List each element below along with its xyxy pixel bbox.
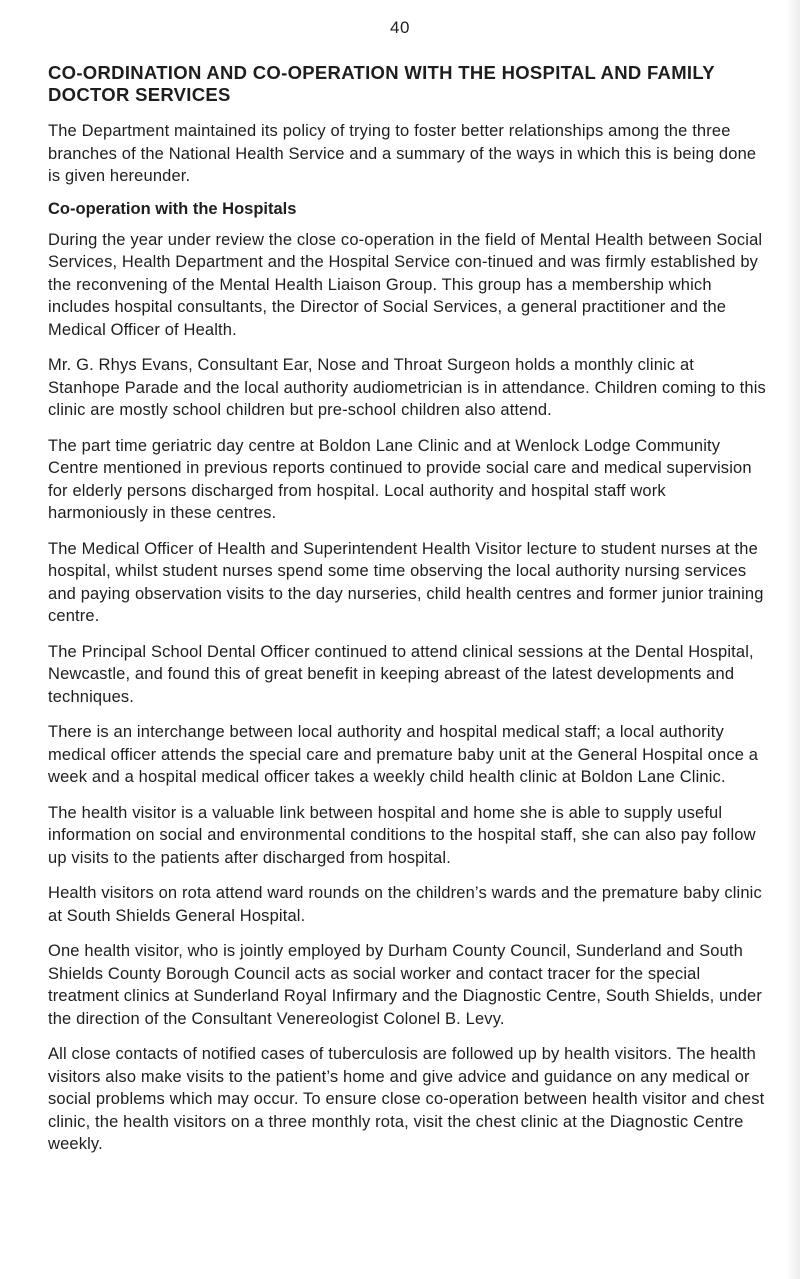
paragraph: The part time geriatric day centre at Boldon Lane Clinic and at Wenlock Lodge Community Centre mentioned in previous reports continued to provide social care and medical supervision for elderly persons discharged from hospital. Local authority and hospital staff work harmoniously in these centres. [48, 436, 752, 522]
page-edge-shadow [786, 0, 800, 1279]
paragraph: During the year under review the close co-operation in the field of Mental Health between Social Services, Health Department and the Hospital Service con-tinued and was firmly established by the reconvening of the Mental Health Liaison Group. This group has a membership which includes hospital consultants, the Director of Social Services, a general practitioner and the Medical Officer of Health. [48, 230, 763, 339]
paragraph: Health visitors on rota attend ward rounds on the children’s wards and the premature baby clinic at South Shields General Hospital. [48, 884, 762, 925]
paragraph: All close contacts of notified cases of tuberculosis are followed up by health visitors. The health visitors also make visits to the patient’s home and give advice and guidance on any medical or social problems which may occur. To ensure close co-operation between health visitor and chest clinic, the health visitors on a three monthly rota, visit the chest clinic at the Diagnostic Centre weekly. [48, 1045, 765, 1153]
paragraph: The Principal School Dental Officer continued to attend clinical sessions at the Dental Hospital, Newcastle, and found this of great benefit in keeping abreast of the latest developments and techniques. [48, 642, 754, 706]
paragraph: The Medical Officer of Health and Superintendent Health Visitor lecture to student nurses at the hospital, whilst student nurses spend some time observing the local authority nursing services and paying observation visits to the day nurseries, child health centres and former junior training centre. [48, 539, 764, 625]
document-body [48, 62, 768, 1169]
intro-paragraph: The Department maintained its policy of trying to foster better relationships among the three branches of the National Health Service and a summary of the ways in which this is being done is given hereunder. [48, 122, 757, 185]
paragraph: Mr. G. Rhys Evans, Consultant Ear, Nose and Throat Surgeon holds a monthly clinic at Stanhope Parade and the local authority audiometrician is in attendance. Children coming to this clinic are mostly school children but pre-school children also attend. [48, 356, 766, 419]
page-number: 40 [390, 18, 410, 37]
page-title: CO-ORDINATION AND CO-OPERATION WITH THE HOSPITAL AND FAMILY DOCTOR SERVICES [48, 62, 715, 105]
paragraph: The health visitor is a valuable link between hospital and home she is able to supply useful information on social and environmental conditions to the hospital staff, she can also pay follow up visits to the patients after discharged from hospital. [48, 803, 756, 867]
paragraph: One health visitor, who is jointly employed by Durham County Council, Sunderland and South Shields County Borough Council acts as social worker and contact tracer for the special treatment clinics at Sunderland Royal Infirmary and the Diagnostic Centre, South Shields, under the direction of the Consultant Venereologist Colonel B. Levy. [48, 942, 763, 1028]
paragraph: There is an interchange between local authority and hospital medical staff; a local authority medical officer attends the special care and premature baby unit at the General Hospital once a week and a hospital medical officer takes a weekly child health clinic at Boldon Lane Clinic. [48, 723, 759, 786]
section-heading: Co-operation with the Hospitals [48, 199, 297, 218]
